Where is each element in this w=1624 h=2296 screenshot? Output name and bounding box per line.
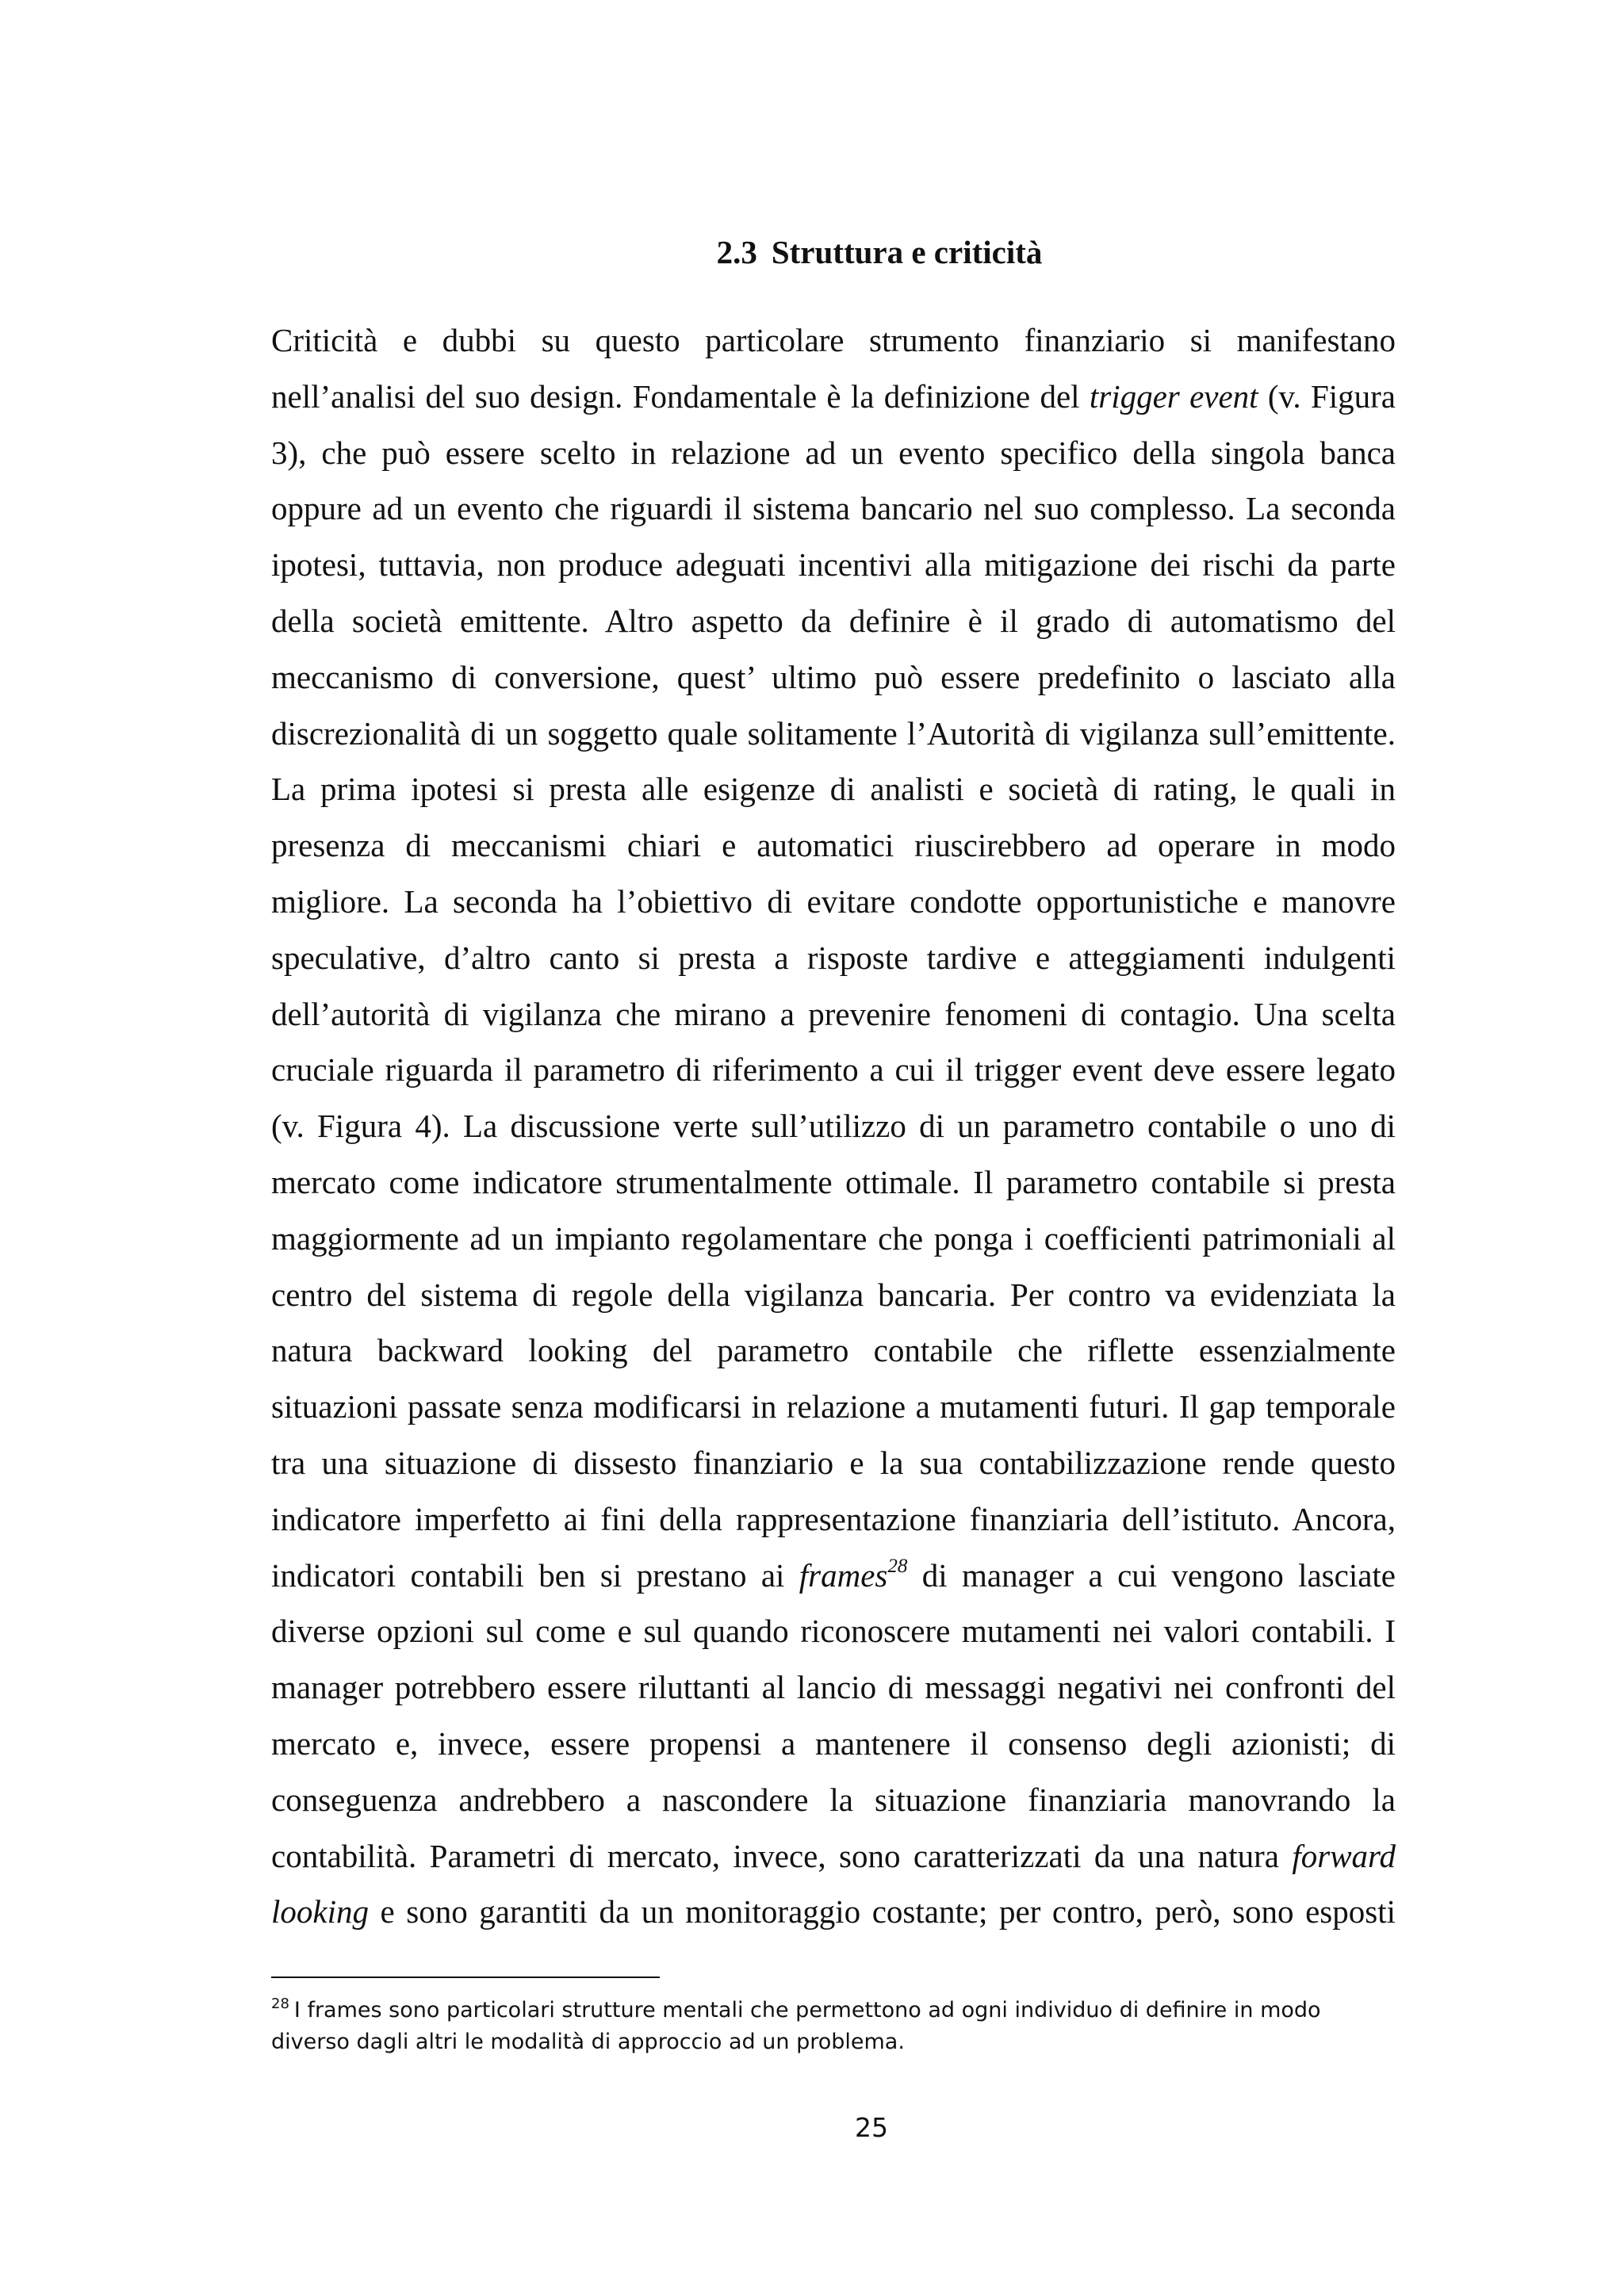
italic-term: frames: [799, 1556, 888, 1594]
text-line: migliore. La seconda ha l’obiettivo di evitare condotte opportunistiche e manovre: [271, 882, 1396, 920]
text-line: cruciale riguarda il parametro di riferimento a cui il trigger event deve essere legato: [271, 1051, 1396, 1089]
text-line: dell’autorità di vigilanza che mirano a prevenire fenomeni di contagio. Una scelta: [271, 995, 1396, 1032]
text-line: [271, 1884, 1396, 1940]
text-line: centro del sistema di regole della vigilanza bancaria. Per contro va evidenziata la: [271, 1276, 1396, 1313]
text-line: mercato e, invece, essere propensi a mantenere il consenso degli azionisti; di: [271, 1724, 1396, 1762]
text-line: natura backward looking del parametro contabile che riflette essenzialmente: [271, 1332, 1396, 1369]
section-heading: [0, 230, 1624, 274]
text-segment: di manager a cui vengono lasciate: [907, 1556, 1396, 1594]
italic-term: looking: [271, 1893, 369, 1931]
italic-term: trigger event: [1089, 377, 1258, 415]
footnote-separator: [271, 1976, 660, 1978]
text-line: Criticità e dubbi su questo particolare strumento finanziario si manifestano: [271, 322, 1396, 358]
text-line: della società emittente. Altro aspetto da definire è il grado di automatismo del: [271, 602, 1396, 639]
text-segment: contabilità. Parametri di mercato, invece, sono caratterizzati da una natura: [271, 1837, 1293, 1874]
page-number: 25: [855, 2112, 888, 2143]
text-line: conseguenza andrebbero a nascondere la situazione finanziaria manovrando la: [271, 1781, 1396, 1818]
text-line: oppure ad un evento che riguardi il sistema bancario nel suo complesso. La seconda: [271, 490, 1396, 527]
text-segment: indicatori contabili ben si prestano ai: [271, 1556, 799, 1594]
text-line: mercato come indicatore strumentalmente ottimale. Il parametro contabile si presta: [271, 1163, 1396, 1200]
text-line: indicatore imperfetto ai fini della rappresentazione finanziaria dell’istituto. Ancora,: [271, 1500, 1396, 1537]
section-number: 2.3: [716, 234, 757, 270]
footnote-text: I frames sono particolari strutture mentali che permettono ad ogni individuo di definire in modo diverso dagli altri le modalità di approccio ad un problema.: [271, 1998, 1321, 2054]
text-line: 3), che può essere scelto in relazione ad un evento specifico della singola banca: [271, 434, 1396, 471]
text-line: tra una situazione di dissesto finanziario e la sua contabilizzazione rende questo: [271, 1444, 1396, 1481]
footnote-marker: 28: [271, 1996, 289, 2012]
text-line: maggiormente ad un impianto regolamentare che ponga i coefficienti patrimoniali al: [271, 1219, 1396, 1257]
text-line: presenza di meccanismi chiari e automatici riuscirebbero ad operare in modo: [271, 827, 1396, 864]
text-line: La prima ipotesi si presta alle esigenze di analisti e società di rating, le quali in: [271, 771, 1396, 808]
text-segment: e sono garantiti da un monitoraggio costante; per contro, però, sono esposti: [368, 1893, 1396, 1931]
text-line: (v. Figura 4). La discussione verte sull’utilizzo di un parametro contabile o uno di: [271, 1108, 1396, 1145]
text-line: [271, 1828, 1396, 1885]
italic-term: forward: [1292, 1837, 1396, 1874]
section-title: Struttura e criticità: [771, 234, 1043, 270]
text-line: [271, 1548, 1396, 1604]
text-line: meccanismo di conversione, quest’ ultimo può essere predefinito o lasciato alla: [271, 658, 1396, 695]
text-line: manager potrebbero essere riluttanti al lancio di messaggi negativi nei confronti del: [271, 1669, 1396, 1706]
footnote-reference[interactable]: 28: [887, 1555, 908, 1577]
text-line: [271, 369, 1396, 425]
text-segment: nell’analisi del suo design. Fondamentale è la definizione del: [271, 377, 1090, 415]
footnote: [271, 1995, 1397, 2058]
text-line: situazioni passate senza modificarsi in relazione a mutamenti futuri. Il gap temporale: [271, 1388, 1396, 1425]
text-line: speculative, d’altro canto si presta a risposte tardive e atteggiamenti indulgenti: [271, 939, 1396, 976]
text-line: diverse opzioni sul come e sul quando riconoscere mutamenti nei valori contabili. I: [271, 1613, 1396, 1650]
text-segment: (v. Figura: [1258, 377, 1396, 415]
body-paragraph: [271, 312, 1396, 1940]
text-line: discrezionalità di un soggetto quale solitamente l’Autorità di vigilanza sull’emittente.: [271, 714, 1396, 752]
text-line: ipotesi, tuttavia, non produce adeguati incentivi alla mitigazione dei rischi da parte: [271, 546, 1396, 584]
